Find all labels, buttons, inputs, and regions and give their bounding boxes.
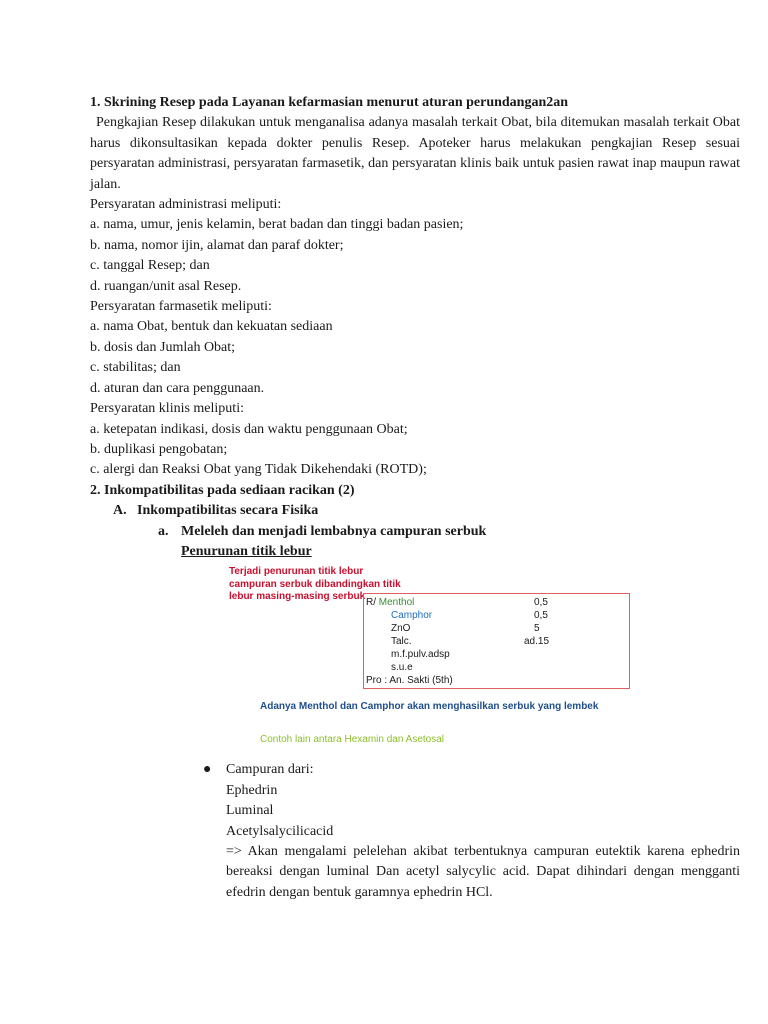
farmasetik-item: d. aturan dan cara penggunaan. <box>90 380 265 396</box>
document-content <box>90 93 740 903</box>
rx-name: Pro : An. Sakti (5th) <box>366 675 453 687</box>
admin-item: a. nama, umur, jenis kelamin, berat badan dan tinggi badan pasien; <box>90 217 464 233</box>
prescription-box <box>363 593 630 689</box>
bullet-item: Ephedrin <box>226 782 278 798</box>
rx-qty: 5 <box>534 623 540 635</box>
admin-title: Persyaratan administrasi meliputi: <box>90 197 282 213</box>
underline-heading-wrap <box>90 542 740 562</box>
farmasetik-item: c. stabilitas; dan <box>90 360 181 376</box>
figure-note-line: Terjadi penurunan titik lebur <box>229 566 364 578</box>
rx-name: R/ Menthol <box>366 597 415 609</box>
rx-name: s.u.e <box>391 662 413 674</box>
rx-qty: ad.15 <box>524 636 550 648</box>
subsection-a-text: Inkompatibilitas secara Fisika <box>137 503 319 519</box>
admin-item: c. tanggal Resep; dan <box>90 258 210 274</box>
subsection-a-a <box>90 522 740 542</box>
figure-note-line: campuran serbuk dibandingkan titik <box>229 578 401 590</box>
klinis-title: Persyaratan klinis meliputi: <box>90 401 244 417</box>
figure-caption: Adanya Menthol dan Camphor akan menghasilkan serbuk yang lembek <box>260 701 599 713</box>
bullet-title: Campuran dari: <box>226 762 314 778</box>
section2-heading: 2. Inkompatibilitas pada sediaan racikan (2) <box>90 482 355 498</box>
figure-example: Contoh lain antara Hexamin dan Asetosal <box>260 734 445 746</box>
underline-heading: Penurunan titik lebur <box>181 543 312 559</box>
klinis-item: b. duplikasi pengobatan; <box>90 441 228 457</box>
bullet-item: Luminal <box>226 803 274 819</box>
rx-qty: 0,5 <box>534 597 548 609</box>
klinis-item: c. alergi dan Reaksi Obat yang Tidak Dikehendaki (ROTD); <box>90 462 427 478</box>
figure-note-line: lebur masing-masing serbuk <box>229 591 366 603</box>
bullet-dot-icon: ● <box>203 762 212 778</box>
farmasetik-title: Persyaratan farmasetik meliputi: <box>90 299 272 315</box>
rx-name: Talc. <box>391 636 412 648</box>
bullet-item: Acetylsalycilicacid <box>226 823 334 839</box>
admin-item: b. nama, nomor ijin, alamat dan paraf dokter; <box>90 237 344 253</box>
subsection-a-a-label: a. <box>158 523 169 539</box>
rx-name: ZnO <box>391 623 411 635</box>
bullet-paragraph: => Akan mengalami pelelehan akibat terbentuknya campuran eutektik karena ephedrin bereaksi dengan luminal Dan acetyl salycylic acid. Dapat dihindari dengan mengganti efedrin dengan bentuk garamnya ephedrin HCl. <box>226 843 740 900</box>
admin-item: d. ruangan/unit asal Resep. <box>90 278 242 294</box>
subsection-a-label: A. <box>113 503 127 519</box>
bullet-list-item <box>90 760 740 903</box>
rx-qty: 0,5 <box>534 610 548 622</box>
section1-paragraph: Pengkajian Resep dilakukan untuk menganalisa adanya masalah terkait Obat, bila ditemukan masalah terkait Obat harus dikonsultasikan kepada dokter penulis Resep. Apoteker harus melakukan pengkajian Resep sesuai persyaratan administrasi, persyaratan farmasetik, dan persyaratan klinis baik untuk pasien rawat inap maupun rawat jalan. <box>90 115 740 192</box>
rx-name: Camphor <box>391 610 433 622</box>
prescription-figure <box>90 562 740 760</box>
subsection-a <box>90 501 740 521</box>
section1-heading: 1. Skrining Resep pada Layanan kefarmasian menurut aturan perundangan2an <box>90 95 569 110</box>
farmasetik-item: b. dosis dan Jumlah Obat; <box>90 339 236 355</box>
farmasetik-item: a. nama Obat, bentuk dan kekuatan sediaan <box>90 319 333 335</box>
klinis-item: a. ketepatan indikasi, dosis dan waktu penggunaan Obat; <box>90 421 408 437</box>
subsection-a-a-text: Meleleh dan menjadi lembabnya campuran serbuk <box>181 523 487 539</box>
rx-name: m.f.pulv.adsp <box>391 649 450 661</box>
